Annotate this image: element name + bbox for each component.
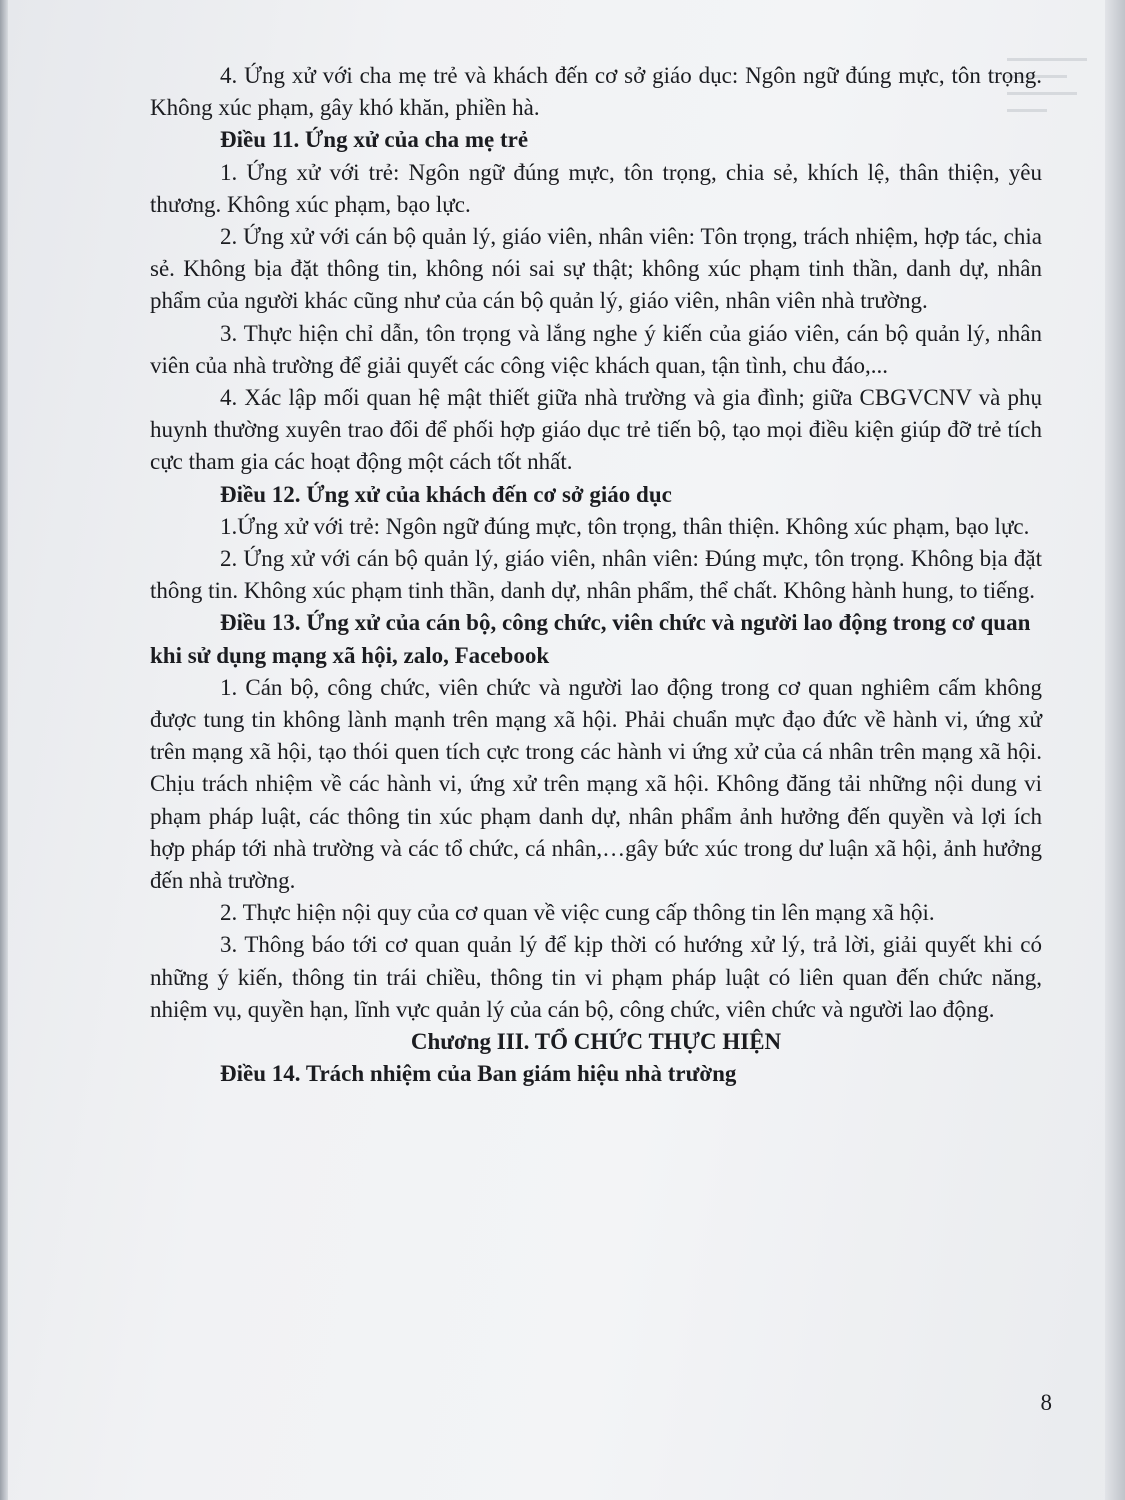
paragraph-article13-item1: 1. Cán bộ, công chức, viên chức và người lao động trong cơ quan nghiêm cấm không được tung tin không lành mạnh trên mạng xã hội. Phải chuẩn mực đạo đức về hành vi, ứng xử trên mạng xã hội, tạo thói quen tích cực trong các hành vi ứng xử của cá nhân trên mạng xã hội. Chịu trách nhiệm về các hành vi, ứng xử trên mạng xã hội. Không đăng tải những nội dung vi phạm pháp luật, các thông tin xúc phạm danh dự, nhân phẩm ảnh hưởng đến quyền và lợi ích hợp pháp tới nhà trường và các tổ chức, cá nhân,…gây bức xúc trong dư luận xã hội, ảnh hưởng đến nhà trường.: [150, 674, 1042, 894]
paragraph-article11-item4: 4. Xác lập mối quan hệ mật thiết giữa nhà trường và gia đình; giữa CBGVCNV và phụ huynh thường xuyên trao đổi để phối hợp giáo dục trẻ tiến bộ, tạo mọi điều kiện giúp đỡ trẻ tích cực tham gia các hoạt động một cách tốt nhất.: [150, 385, 1042, 475]
heading-article-11: Điều 11. Ứng xử của cha mẹ trẻ: [220, 127, 529, 153]
paragraph-article13-item3: 3. Thông báo tới cơ quan quản lý để kịp thời có hướng xử lý, trả lời, giải quyết khi có những ý kiến, thông tin trái chiều, thông tin vi phạm pháp luật có liên quan đến chức năng, nhiệm vụ, quyền hạn, lĩnh vực quản lý của cán bộ, công chức, viên chức và người lao động.: [150, 932, 1042, 1022]
paragraph-article10-item4: 4. Ứng xử với cha mẹ trẻ và khách đến cơ sở giáo dục: Ngôn ngữ đúng mực, tôn trọng. Không xúc phạm, gây khó khăn, phiền hà.: [150, 63, 1042, 121]
document-body: [150, 60, 1042, 1091]
paragraph-article11-item2: 2. Ứng xử với cán bộ quản lý, giáo viên, nhân viên: Tôn trọng, trách nhiệm, hợp tác, chia sẻ. Không bịa đặt thông tin, không nói sai sự thật; không xúc phạm tinh thần, danh dự, nhân phẩm của người khác cũng như của cán bộ quản lý, giáo viên, nhân viên nhà trường.: [150, 224, 1042, 314]
heading-article-12: Điều 12. Ứng xử của khách đến cơ sở giáo dục: [220, 481, 672, 507]
heading-article-13: Điều 13. Ứng xử của cán bộ, công chức, viên chức và người lao động trong cơ quan khi sử dụng mạng xã hội, zalo, Facebook: [150, 610, 1031, 668]
heading-article-14: Điều 14. Trách nhiệm của Ban giám hiệu nhà trường: [220, 1061, 737, 1087]
page-number: 8: [1040, 1390, 1052, 1415]
paragraph-article12-item1: 1.Ứng xử với trẻ: Ngôn ngữ đúng mực, tôn trọng, thân thiện. Không xúc phạm, bạo lực.: [220, 513, 1030, 539]
paragraph-article11-item3: 3. Thực hiện chỉ dẫn, tôn trọng và lắng nghe ý kiến của giáo viên, cán bộ quản lý, nhân viên của nhà trường để giải quyết các công việc khách quan, tận tình, chu đáo,...: [150, 320, 1042, 378]
paragraph-article11-item1: 1. Ứng xử với trẻ: Ngôn ngữ đúng mực, tôn trọng, chia sẻ, khích lệ, thân thiện, yêu thương. Không xúc phạm, bạo lực.: [150, 159, 1042, 217]
paragraph-article12-item2: 2. Ứng xử với cán bộ quản lý, giáo viên, nhân viên: Đúng mực, tôn trọng. Không bịa đặt thông tin. Không xúc phạm tinh thần, danh dự, nhân phẩm, thể chất. Không hành hung, to tiếng.: [150, 546, 1042, 604]
chapter-heading: Chương III. TỔ CHỨC THỰC HIỆN: [410, 1029, 782, 1055]
paper-left-edge: [0, 0, 8, 1500]
paper-right-edge: [1105, 0, 1125, 1500]
paragraph-article13-item2: 2. Thực hiện nội quy của cơ quan về việc cung cấp thông tin lên mạng xã hội.: [220, 900, 935, 926]
